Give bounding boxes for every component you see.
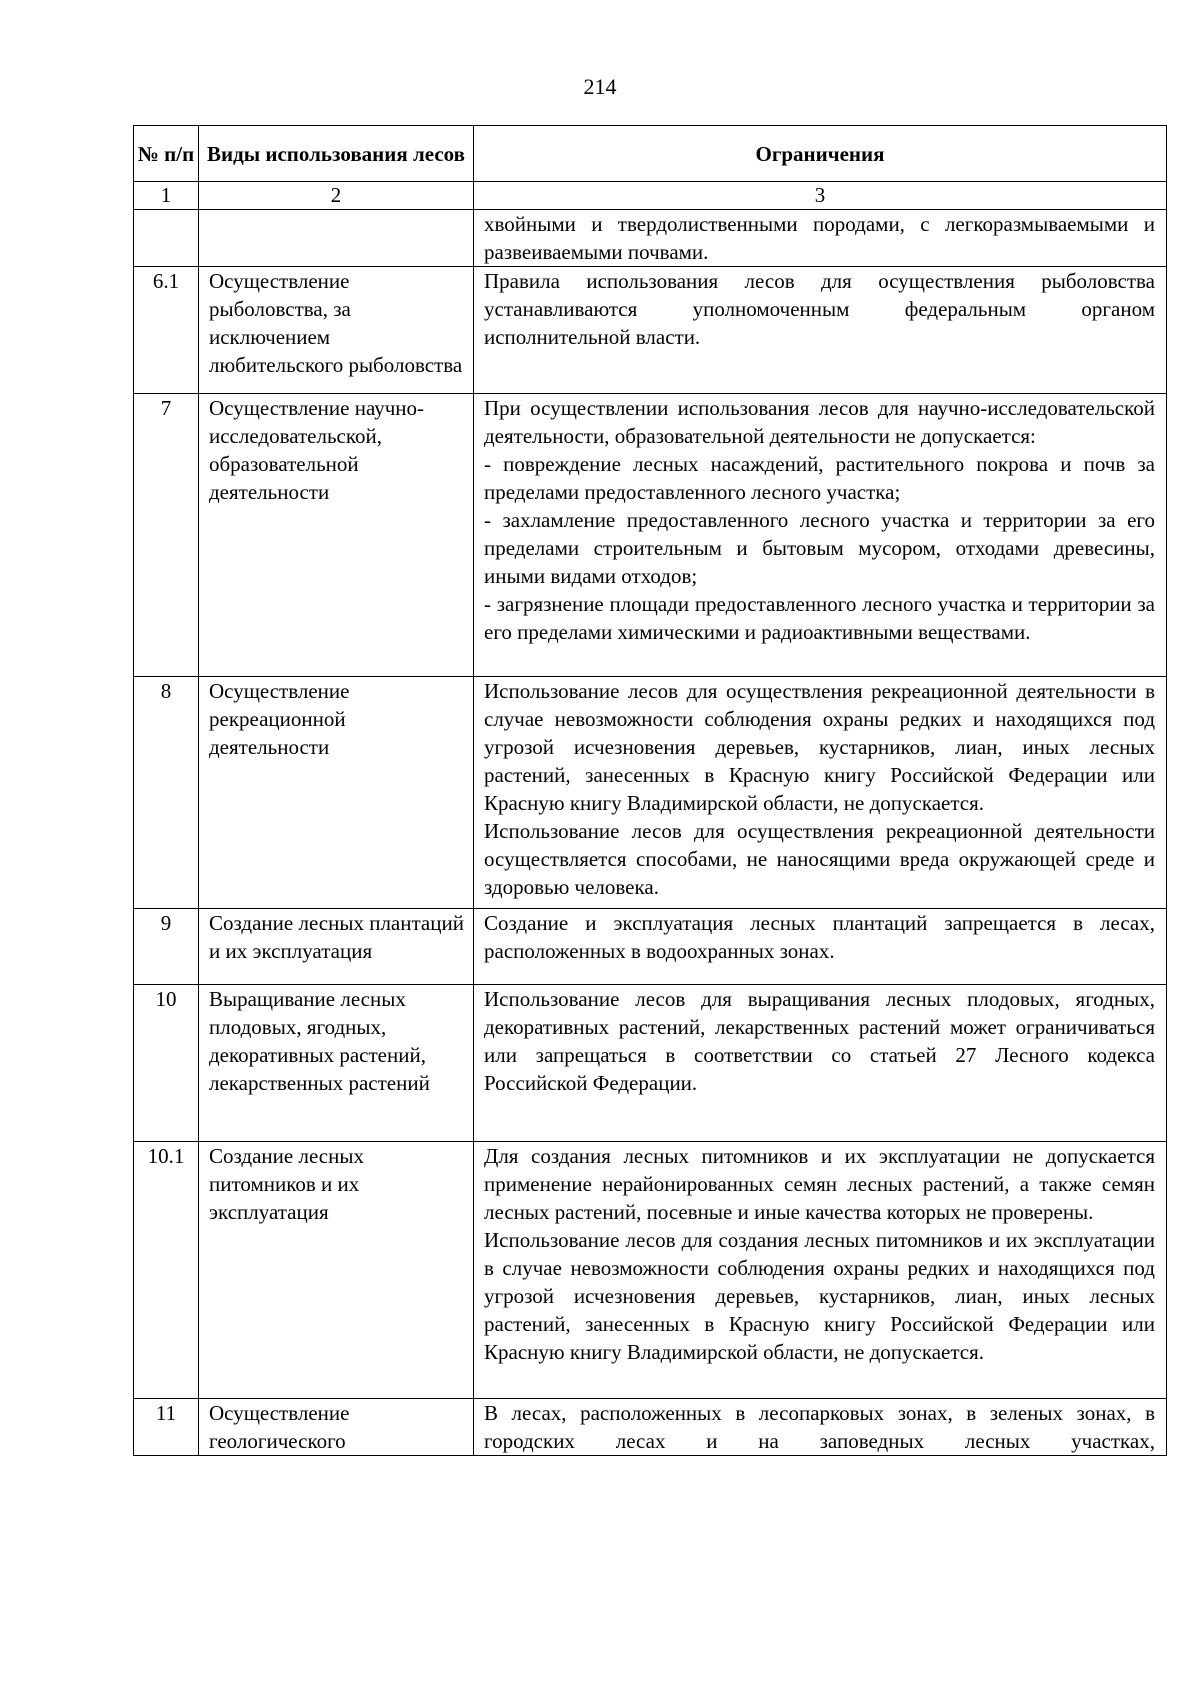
forest-use-type: Создание лесных питомников и их эксплуатация [199,1142,474,1399]
restriction-paragraph: В лесах, расположенных в лесопарковых зонах, в зеленых зонах, в городских лесах и на заповедных лесных участках, [484,1401,1155,1453]
forest-use-type: Осуществление геологического [199,1399,474,1456]
restriction-paragraph: - загрязнение площади предоставленного лесного участка и территории за его пределами химическими и радиоактивными веществами. [484,592,1155,644]
table-header-row [134,126,1167,182]
restriction-text [474,210,1167,267]
table-row [134,210,1167,267]
forest-use-type: Создание лесных плантаций и их эксплуатация [199,909,474,985]
row-number: 10.1 [134,1142,199,1399]
restriction-paragraph: Использование лесов для осуществления рекреационной деятельности осуществляется способами, не наносящими вреда окружающей среде и здоровью человека. [484,819,1155,899]
header-forest-use-type: Виды использования лесов [199,126,474,182]
restriction-paragraph: Использование лесов для выращивания лесных плодовых, ягодных, декоративных растений, лекарственных растений может ограничиваться или запрещаться в соответствии со статьей 27 Лесного кодекса Российской Федерации. [484,987,1155,1095]
table-row [134,1399,1167,1456]
row-number: 9 [134,909,199,985]
restriction-paragraph: Использование лесов для осуществления рекреационной деятельности в случае невозможности соблюдения охраны редких и находящихся под угрозой исчезновения деревьев, кустарников, лиан, иных лесных растений, занесенных в Красную книгу Российской Федерации или Красную книгу Владимирской области, не допускается. [484,679,1155,815]
restriction-text [474,677,1167,909]
table-row [134,267,1167,394]
restriction-paragraph: - захламление предоставленного лесного участка и территории за его пределами строительным и бытовым мусором, отходами древесины, иными видами отходов; [484,508,1155,588]
restriction-paragraph: Создание и эксплуатация лесных плантаций запрещается в лесах, расположенных в водоохранных зонах. [484,911,1155,963]
forest-use-type [199,210,474,267]
row-number: 6.1 [134,267,199,394]
restriction-paragraph: хвойными и твердолиственными породами, с легкоразмываемыми и развеиваемыми почвами. [484,212,1155,264]
restriction-paragraph: Правила использования лесов для осуществления рыболовства устанавливаются уполномоченным федеральным органом исполнительной власти. [484,269,1155,349]
restriction-text [474,985,1167,1142]
forest-use-type: Осуществление научно-исследовательской, образовательной деятельности [199,394,474,677]
restriction-text [474,394,1167,677]
table-row [134,677,1167,909]
restriction-text [474,267,1167,394]
restriction-paragraph: Использование лесов для создания лесных питомников и их эксплуатации в случае невозможности соблюдения охраны редких и находящихся под угрозой исчезновения деревьев, кустарников, лиан, иных лесных растений, занесенных в Красную книгу Российской Федерации или Красную книгу Владимирской области, не допускается. [484,1228,1155,1364]
column-number: 2 [199,182,474,210]
column-numbers-row [134,182,1167,210]
table-row [134,909,1167,985]
restriction-paragraph: При осуществлении использования лесов для научно-исследовательской деятельности, образовательной деятельности не допускается: [484,396,1155,448]
forest-use-type: Выращивание лесных плодовых, ягодных, декоративных растений, лекарственных растений [199,985,474,1142]
row-number: 11 [134,1399,199,1456]
restriction-paragraph: Для создания лесных питомников и их эксплуатации не допускается применение нерайонированных семян лесных растений, а также семян лесных растений, посевные и иные качества которых не проверены. [484,1144,1155,1224]
restriction-paragraph: - повреждение лесных насаждений, растительного покрова и почв за пределами предоставленного лесного участка; [484,452,1155,504]
row-number: 7 [134,394,199,677]
forest-use-type: Осуществление рыболовства, за исключением любительского рыболовства [199,267,474,394]
table-row [134,1142,1167,1399]
header-number: № п/п [134,126,199,182]
restriction-text [474,909,1167,985]
table-row [134,985,1167,1142]
row-number [134,210,199,267]
restriction-text [474,1142,1167,1399]
header-restrictions: Ограничения [474,126,1167,182]
row-number: 8 [134,677,199,909]
column-number: 1 [134,182,199,210]
table-row [134,394,1167,677]
column-number: 3 [474,182,1167,210]
restrictions-table [133,125,1167,1456]
page-number: 214 [583,74,617,99]
row-number: 10 [134,985,199,1142]
forest-use-type: Осуществление рекреационной деятельности [199,677,474,909]
restriction-text [474,1399,1167,1456]
